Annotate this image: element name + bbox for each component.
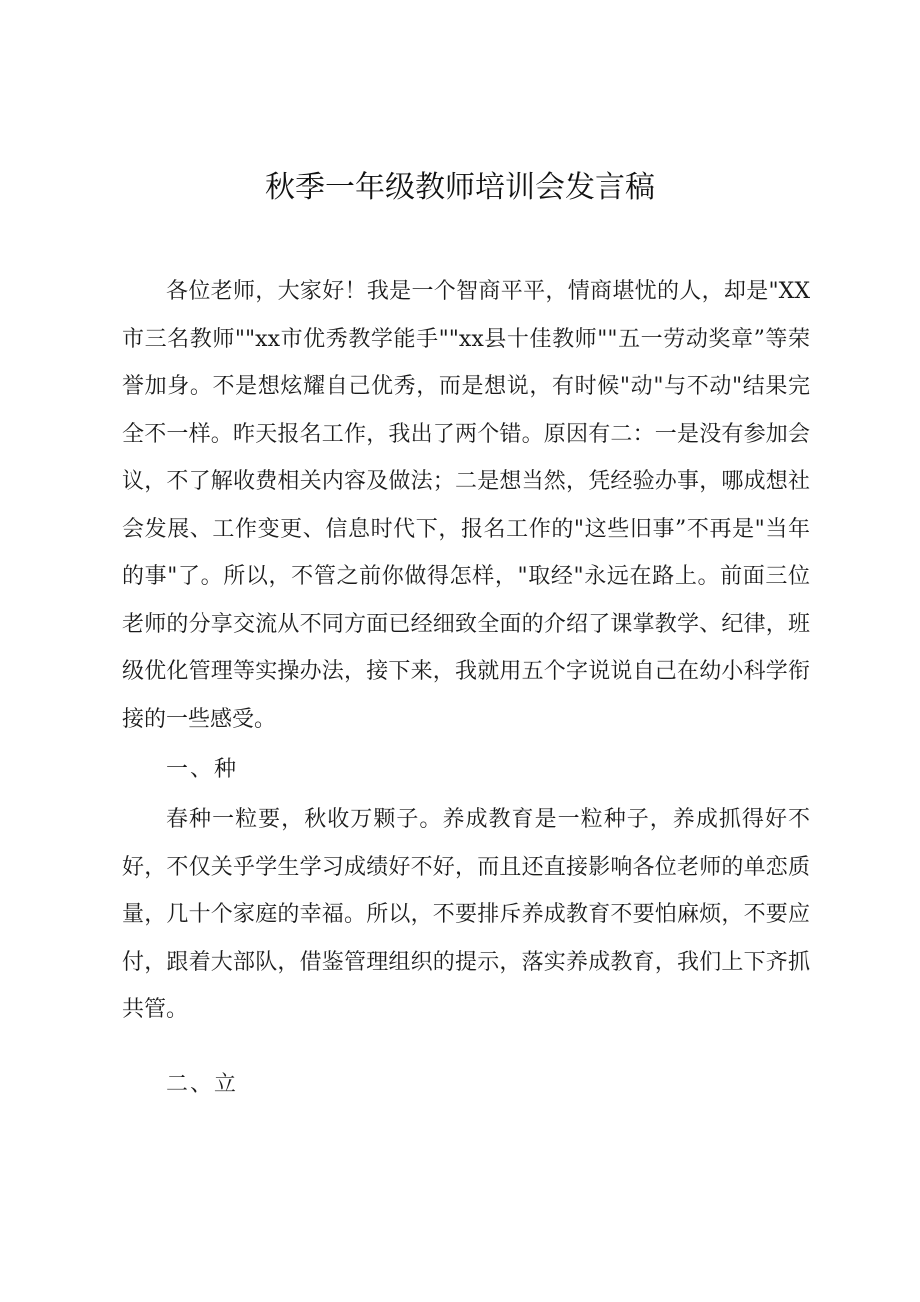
section-heading-1: 一、种 bbox=[166, 757, 239, 782]
section-heading-2: 二、立 bbox=[166, 1072, 239, 1097]
paragraph-intro: 各位老师，大家好！我是一个智商平平，情商堪忧的人，却是"XX市三名教师""xx市优秀教学能手""xx县十佳教师""五一劳动奖章”等荣誉加身。不是想炫耀自己优秀，而是想说，有时候"动"与不动"结果完全不一样。昨天报名工作，我出了两个错。原因有二：一是没有参加会议，不了解收费相关内容及做法；二是想当然，凭经验办事，哪成想社会发展、工作变更、信息时代下，报名工作的"这些旧事”不再是"当年的事"了。所以，不管之前你做得怎样，"取经"永远在路上。前面三位老师的分享交流从不同方面已经细致全面的介绍了课掌教学、纪律，班级优化管理等实操办法，接下来，我就用五个字说说自己在幼小科学衔接的一些感受。 bbox=[122, 279, 810, 732]
paragraph-section-1: 春种一粒要，秋收万颗子。养成教育是一粒种子，养成抓得好不好，不仅关乎学生学习成绩好不好，而且还直接影响各位老师的单恋质量，几十个家庭的幸福。所以，不要排斥养成教育不要怕麻烦，不要应付，跟着大部队，借鉴管理组织的提示，落实养成教育，我们上下齐抓共管。 bbox=[122, 807, 810, 1022]
document-title: 秋季一年级教师培训会发言稿 bbox=[265, 170, 655, 205]
